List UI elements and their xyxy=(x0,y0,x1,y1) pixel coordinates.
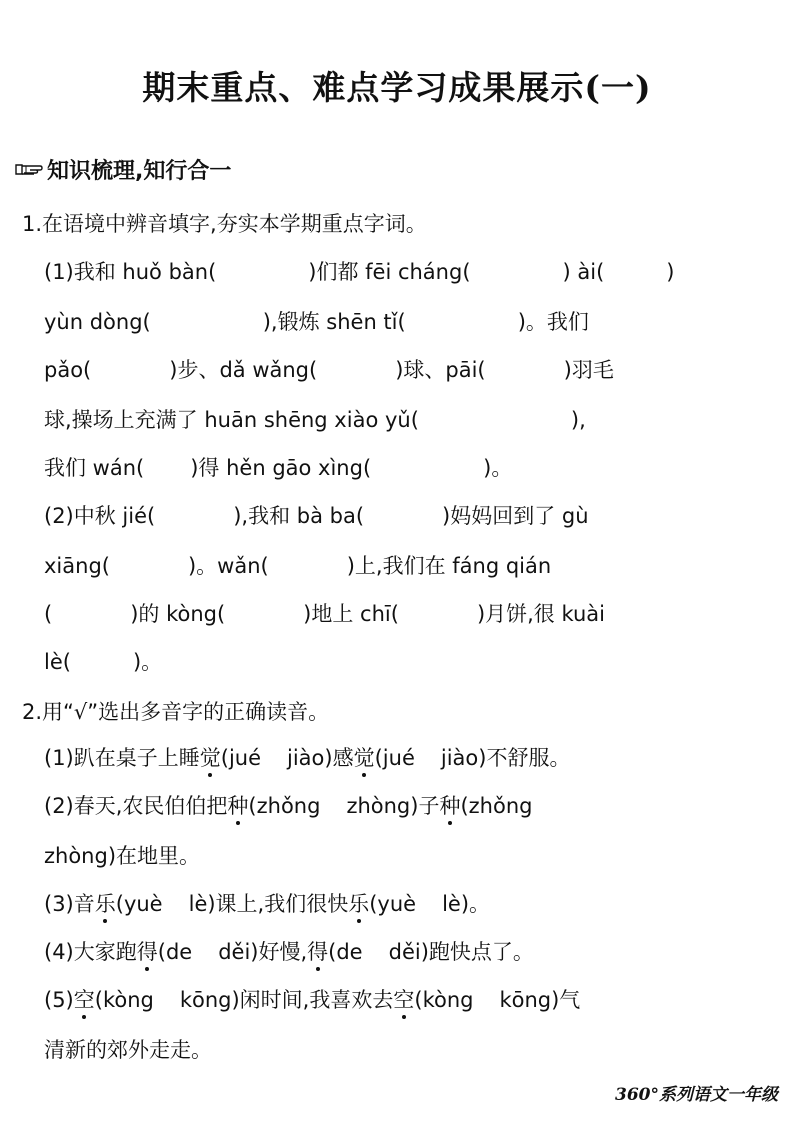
reading-option[interactable]: (yuè xyxy=(115,892,163,916)
text-segment: yùn dòng( xyxy=(44,310,151,334)
q1-p2-line1 xyxy=(44,500,589,532)
text-segment: lè( xyxy=(44,650,71,674)
page-footer: 360°系列语文一年级 xyxy=(615,1085,778,1105)
reading-option[interactable]: zhòng)在地里。 xyxy=(44,844,201,868)
page-title: 期末重点、难点学习成果展示(一) xyxy=(142,68,652,107)
text-segment: (1)趴在桌子上睡 xyxy=(44,746,200,770)
text-segment: (5) xyxy=(44,988,74,1012)
reading-option[interactable]: zhòng)子 xyxy=(346,794,440,818)
polyphonic-char: 乐 xyxy=(95,888,116,920)
q1-p1-line1 xyxy=(44,256,674,288)
q1-p1-line3 xyxy=(44,354,614,386)
reading-option[interactable]: děi)好慢, xyxy=(218,940,308,964)
q2-item-2-continued xyxy=(44,840,200,872)
text-segment: 球,操场上充满了 huān shēng xiào yǔ( xyxy=(44,408,419,432)
polyphonic-char: 觉 xyxy=(354,742,375,774)
reading-option[interactable]: (jué xyxy=(220,746,262,770)
text-segment: )。 xyxy=(483,456,513,480)
reading-option[interactable]: (de xyxy=(328,940,363,964)
reading-option[interactable]: (kòng xyxy=(94,988,154,1012)
text-segment: )地上 chī( xyxy=(303,602,399,626)
q1-instruction: 在语境中辨音填字,夯实本学期重点字词。 xyxy=(42,212,427,236)
text-segment: ) ài( xyxy=(562,260,605,284)
text-segment: )妈妈回到了 gù xyxy=(442,504,589,528)
polyphonic-char: 空 xyxy=(74,984,95,1016)
q1-p1-line2 xyxy=(44,306,589,338)
q1-p2-line2 xyxy=(44,550,551,582)
reading-option[interactable]: jiào)不舒服。 xyxy=(440,746,571,770)
polyphonic-char: 乐 xyxy=(348,888,369,920)
reading-option[interactable]: kōng)气 xyxy=(499,988,581,1012)
text-segment: )。wǎn( xyxy=(187,554,269,578)
text-segment: )月饼,很 kuài xyxy=(476,602,606,626)
reading-option[interactable]: (kòng xyxy=(414,988,474,1012)
q2-instruction: 用“√”选出多音字的正确读音。 xyxy=(42,700,330,724)
q2-instruction-line xyxy=(22,696,329,728)
q2-item-3 xyxy=(44,888,490,920)
reading-option[interactable]: (yuè xyxy=(369,892,417,916)
reading-option[interactable]: (zhǒng xyxy=(248,794,321,818)
reading-option[interactable]: jiào)感 xyxy=(287,746,354,770)
text-segment: 我们 wán( xyxy=(44,456,145,480)
q1-number: 1. xyxy=(22,212,43,236)
polyphonic-char: 空 xyxy=(393,984,414,1016)
section-heading xyxy=(14,152,231,186)
text-segment: (2)春天,农民伯伯把 xyxy=(44,794,228,818)
text-segment: pǎo( xyxy=(44,358,92,382)
reading-option[interactable]: lè)。 xyxy=(442,892,491,916)
q2-item-2 xyxy=(44,790,532,822)
polyphonic-char: 得 xyxy=(307,936,328,968)
text-segment: )羽毛 xyxy=(563,358,614,382)
q1-p1-line4 xyxy=(44,404,586,436)
q1-instruction-line xyxy=(22,208,427,240)
reading-option[interactable]: (zhǒng xyxy=(460,794,533,818)
q1-p2-line3 xyxy=(44,598,605,630)
q2-item-1 xyxy=(44,742,570,774)
text-segment: ),锻炼 shēn tǐ( xyxy=(262,310,406,334)
reading-option[interactable]: děi)跑快点了。 xyxy=(388,940,534,964)
reading-option[interactable]: lè)课上,我们很快 xyxy=(188,892,349,916)
q2-item-4 xyxy=(44,936,534,968)
polyphonic-char: 种 xyxy=(439,790,460,822)
q2-number: 2. xyxy=(22,700,43,724)
polyphonic-char: 种 xyxy=(227,790,248,822)
text-segment: xiāng( xyxy=(44,554,110,578)
reading-option[interactable]: (jué xyxy=(374,746,415,770)
text-segment: )步、dǎ wǎng( xyxy=(169,358,318,382)
q1-p2-line4 xyxy=(44,646,162,678)
text-segment: ), xyxy=(570,408,586,432)
reading-option[interactable]: (de xyxy=(157,940,193,964)
text-segment: 清新的郊外走走。 xyxy=(44,1038,212,1062)
reading-option[interactable]: kōng)闲时间,我喜欢去 xyxy=(179,988,394,1012)
q2-item-5 xyxy=(44,984,580,1016)
text-segment: )球、pāi( xyxy=(395,358,486,382)
q1-p1-line5 xyxy=(44,452,512,484)
text-segment: )。 xyxy=(132,650,163,674)
q2-item-5-continued xyxy=(44,1034,212,1066)
text-segment: (2)中秋 jié( xyxy=(44,504,156,528)
text-segment: ),我和 bà ba( xyxy=(233,504,365,528)
text-segment: ( xyxy=(44,602,53,626)
text-segment: )的 kòng( xyxy=(130,602,226,626)
text-segment: )。我们 xyxy=(517,310,589,334)
pointing-hand-icon xyxy=(14,160,44,178)
text-segment: (3)音 xyxy=(44,892,95,916)
text-segment: (1)我和 huǒ bàn( xyxy=(44,260,217,284)
text-segment: )得 hěn gāo xìng( xyxy=(190,456,372,480)
text-segment: (4)大家跑 xyxy=(44,940,137,964)
polyphonic-char: 觉 xyxy=(200,742,221,774)
text-segment: ) xyxy=(666,260,675,284)
polyphonic-char: 得 xyxy=(137,936,158,968)
text-segment: )上,我们在 fáng qián xyxy=(346,554,552,578)
text-segment: )们都 fēi cháng( xyxy=(308,260,471,284)
section-label: 知识梳理,知行合一 xyxy=(47,158,232,184)
